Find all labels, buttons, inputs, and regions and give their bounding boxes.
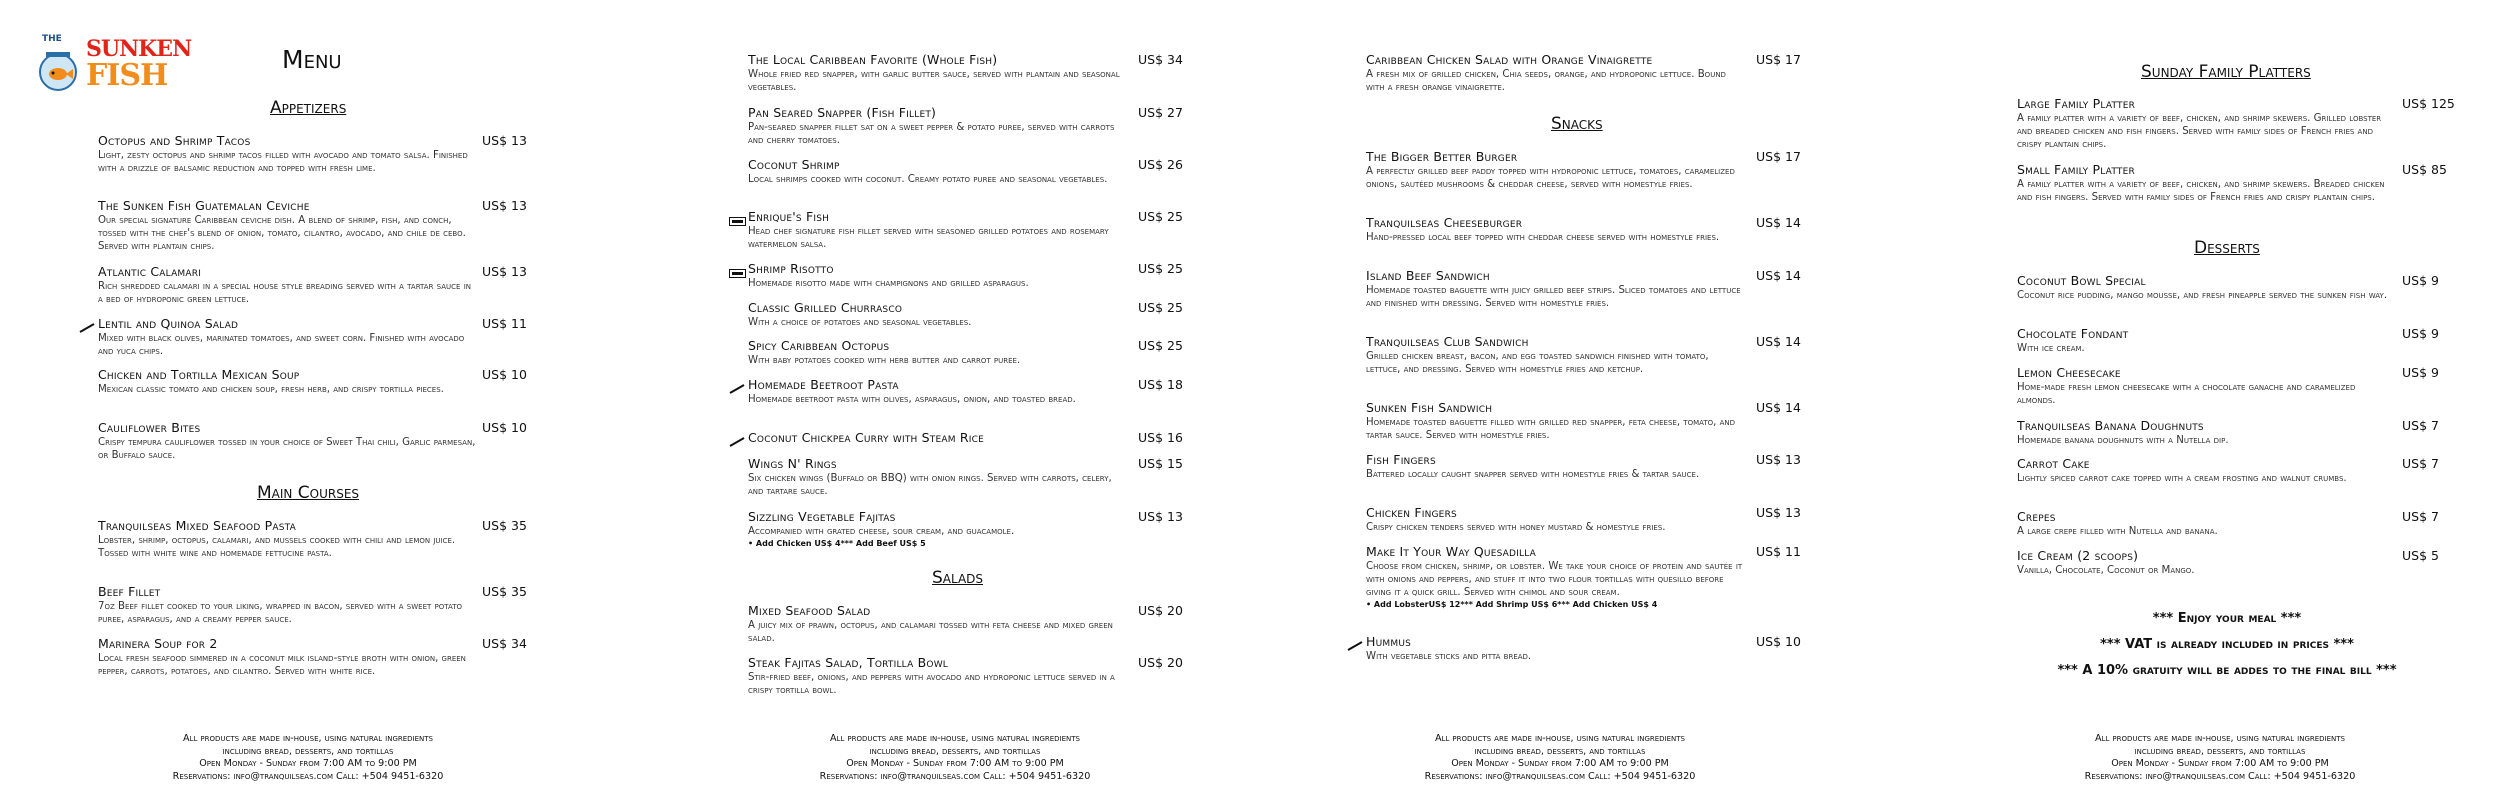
footer: All products are made in-house, using natural ingredients including bread, desserts, and tortillas Open Monday - Sunday from 7:00 AM to 9:00 PM Reservations: info@tranquilseas.com Call: +504 9451-6320	[1424, 733, 1696, 782]
menu-item: Pan Seared Snapper (Fish Fillet) Pan-seared snapper fillet sat on a sweet pepper & potato puree, served with carrots and cherry tomatoes. US$ 27	[748, 105, 1183, 146]
menu-item: Homemade Beetroot Pasta Homemade beetroot pasta with olives, asparagus, onion, and toasted bread. US$ 18	[748, 377, 1128, 406]
section-desserts: Desserts	[2194, 238, 2260, 258]
menu-item: Crepes A large crepe filled with Nutella and banana. US$ 7	[2017, 509, 2439, 537]
vegetarian-leaf-icon	[1347, 636, 1363, 655]
menu-item: Make It Your Way Quesadilla Choose from chicken, shrimp, or lobster. We take your choice of protein and sautée it with onions and peppers, and stuff it into two flour tortillas with quesillo before giving it a quick grill. Served with chimol and sour cream. • Add LobsterUS$ 12*** Add Shrimp US$ 6*** Add Chicken US$ 4 US$ 11	[1366, 544, 1801, 609]
menu-item: Coconut Bowl Special Coconut rice pudding, mango mousse, and fresh pineapple served the sunken fish way. US$ 9	[2017, 273, 2439, 301]
section-appetizers: Appetizers	[270, 98, 347, 118]
logo-text-sunken: SUNKEN	[86, 36, 192, 62]
endnote-enjoy: *** Enjoy your meal ***	[2152, 611, 2302, 626]
footer: All products are made in-house, using natural ingredients including bread, desserts, and tortillas Open Monday - Sunday from 7:00 AM to 9:00 PM Reservations: info@tranquilseas.com Call: +504 9451-6320	[172, 733, 444, 782]
menu-item: Wings N' Rings Six chicken wings (Buffalo or BBQ) with onion rings. Served with carrots, celery, and tartare sauce. US$ 15	[748, 456, 1183, 497]
menu-item: Hummus With vegetable sticks and pitta bread. US$ 10	[1366, 634, 1746, 663]
menu-page-3	[1254, 0, 1881, 792]
menu-item: Sunken Fish Sandwich Homemade toasted baguette filled with grilled red snapper, feta cheese, tomato, and tartar sauce. Served with homestyle fries. US$ 14	[1366, 400, 1801, 441]
menu-title: Menu	[282, 45, 342, 74]
endnote-gratuity: *** A 10% gratuity will be addes to the final bill ***	[2057, 663, 2397, 678]
fish-bowl-icon	[38, 38, 78, 94]
menu-item: Lentil and Quinoa Salad Mixed with black olives, marinated tomatoes, and sweet corn. Finished with avocado and yuca chips. US$ 11	[98, 316, 478, 358]
menu-item: Island Beef Sandwich Homemade toasted baguette with juicy grilled beef strips. Sliced tomatoes and lettuce and finished with dressing. Served with homestyle fries. US$ 14	[1366, 268, 1801, 309]
menu-item: Chocolate Fondant With ice cream. US$ 9	[2017, 326, 2439, 354]
menu-item: Shrimp Risotto Homemade risotto made with champignons and grilled asparagus. US$ 25	[748, 261, 1128, 290]
menu-item: Chicken and Tortilla Mexican Soup Mexican classic tomato and chicken soup, fresh herb, and crispy tortilla pieces. US$ 10	[98, 367, 527, 395]
menu-item: Tranquilseas Cheeseburger Hand-pressed local beef topped with cheddar cheese served with homestyle fries. US$ 14	[1366, 215, 1801, 243]
menu-item: Coconut Shrimp Local shrimps cooked with coconut. Creamy potato puree and seasonal vegetables. US$ 26	[748, 157, 1183, 185]
logo-text-fish: FISH	[86, 58, 168, 93]
section-sunday-platters: Sunday Family Platters	[2141, 62, 2311, 82]
section-salads: Salads	[932, 568, 984, 588]
menu-item: Carrot Cake Lightly spiced carrot cake topped with a cream frosting and walnut crumbs. US$ 7	[2017, 456, 2439, 484]
new-badge-icon	[729, 263, 746, 282]
menu-item: Cauliflower Bites Crispy tempura cauliflower tossed in your choice of Sweet Thai chili, Garlic parmesan, or Buffalo sauce. US$ 10	[98, 420, 527, 461]
menu-item: The Sunken Fish Guatemalan Ceviche Our special signature Caribbean ceviche dish. A blend of shrimp, fish, and conch, tossed with the chef's blend of onion, tomato, cilantro, avocado, and chile de cebo. Served with plantain chips. US$ 13	[98, 198, 527, 252]
logo-text-the: THE	[42, 34, 62, 44]
menu-item: Coconut Chickpea Curry with Steam Rice US$ 16	[748, 430, 1128, 445]
menu-item: Small Family Platter A family platter with a variety of beef, chicken, and shrimp skewers. Breaded chicken and fish fingers. Served with family sides of French fries and crispy plantain chips. US$ 85	[2017, 162, 2447, 203]
menu-page-2	[627, 0, 1254, 792]
menu-item: Marinera Soup for 2 Local fresh seafood simmered in a coconut milk island-style broth with onion, green pepper, carrots, potatoes, and cilantro. Served with white rice. US$ 34	[98, 636, 527, 677]
menu-item: Spicy Caribbean Octopus With baby potatoes cooked with herb butter and carrot puree. US$ 25	[748, 338, 1183, 366]
menu-item: Ice Cream (2 scoops) Vanilla, Chocolate, Coconut or Mango. US$ 5	[2017, 548, 2439, 576]
menu-item: Tranquilseas Club Sandwich Grilled chicken breast, bacon, and egg toasted sandwich finished with tomato, lettuce, and dressing. Served with homestyle fries and ketchup. US$ 14	[1366, 334, 1801, 375]
menu-item: Large Family Platter A family platter with a variety of beef, chicken, and shrimp skewers. Grilled lobster and breaded chicken and fish fingers. Served with family sides of French fries and crispy plantain chips. US$ 125	[2017, 96, 2455, 150]
menu-item: Steak Fajitas Salad, Tortilla Bowl Stir-fried beef, onions, and peppers with avocado and hydroponic lettuce served in a crispy tortilla bowl. US$ 20	[748, 655, 1183, 696]
menu-item: Lemon Cheesecake Home-made fresh lemon cheesecake with a chocolate ganache and caramelized almonds. US$ 9	[2017, 365, 2439, 406]
menu-item: Octopus and Shrimp Tacos Light, zesty octopus and shrimp tacos filled with avocado and tomato salsa. Finished with a drizzle of balsamic reduction and topped with fresh lime. US$ 13	[98, 133, 527, 174]
footer: All products are made in-house, using natural ingredients including bread, desserts, and tortillas Open Monday - Sunday from 7:00 AM to 9:00 PM Reservations: info@tranquilseas.com Call: +504 9451-6320	[819, 733, 1091, 782]
section-main-courses: Main Courses	[257, 483, 360, 503]
section-snacks: Snacks	[1551, 114, 1603, 134]
vegetarian-leaf-icon	[79, 318, 95, 337]
menu-item: Tranquilseas Banana Doughnuts Homemade banana doughnuts with a Nutella dip. US$ 7	[2017, 418, 2439, 446]
menu-item: The Bigger Better Burger A perfectly grilled beef paddy topped with hydroponic lettuce, tomatoes, caramelized onions, sautéed mushrooms & cheddar cheese, served with homestyle fries. US$ 17	[1366, 149, 1801, 190]
logo	[38, 34, 192, 96]
menu-item: Fish Fingers Battered locally caught snapper served with homestyle fries & tartar sauce. US$ 13	[1366, 452, 1801, 480]
menu-page-1	[0, 0, 627, 792]
menu-item: Beef Fillet 7oz Beef fillet cooked to your liking, wrapped in bacon, served with a sweet potato puree, asparagus, and a creamy pepper sauce. US$ 35	[98, 584, 527, 625]
endnote-vat: *** VAT is already included in prices ***	[2100, 637, 2354, 652]
vegetarian-leaf-icon	[729, 432, 745, 451]
footer: All products are made in-house, using natural ingredients including bread, desserts, and tortillas Open Monday - Sunday from 7:00 AM to 9:00 PM Reservations: info@tranquilseas.com Call: +504 9451-6320	[2084, 733, 2356, 782]
menu-item: Classic Grilled Churrasco With a choice of potatoes and seasonal vegetables. US$ 25	[748, 300, 1183, 328]
menu-item: Tranquilseas Mixed Seafood Pasta Lobster, shrimp, octopus, calamari, and mussels cooked with chili and lemon juice. Tossed with white wine and homemade fettucine pasta. US$ 35	[98, 518, 527, 559]
menu-item: Chicken Fingers Crispy chicken tenders served with honey mustard & homestyle fries. US$ 13	[1366, 505, 1801, 533]
menu-item: The Local Caribbean Favorite (Whole Fish) Whole fried red snapper, with garlic butter sauce, served with plantain and seasonal vegetables. US$ 34	[748, 52, 1183, 93]
menu-item: Mixed Seafood Salad A juicy mix of prawn, octopus, and calamari tossed with feta cheese and mixed green salad. US$ 20	[748, 603, 1183, 644]
vegetarian-leaf-icon	[729, 379, 745, 398]
menu-item: Caribbean Chicken Salad with Orange Vinaigrette A fresh mix of grilled chicken, Chia seeds, orange, and hydroponic lettuce. Bound with a fresh orange vinaigrette. US$ 17	[1366, 52, 1801, 93]
menu-item: Enrique's Fish Head chef signature fish fillet served with seasoned grilled potatoes and rosemary watermelon salsa. US$ 25	[748, 209, 1128, 251]
menu-page-4	[1881, 0, 2508, 792]
menu-item: Sizzling Vegetable Fajitas Accompanied with grated cheese, sour cream, and guacamole. • Add Chicken US$ 4*** Add Beef US$ 5 US$ 13	[748, 509, 1183, 548]
menu-item: Atlantic Calamari Rich shredded calamari in a special house style breading served with a tartar sauce in a bed of hydroponic green lettuce. US$ 13	[98, 264, 527, 305]
new-badge-icon	[729, 211, 746, 230]
